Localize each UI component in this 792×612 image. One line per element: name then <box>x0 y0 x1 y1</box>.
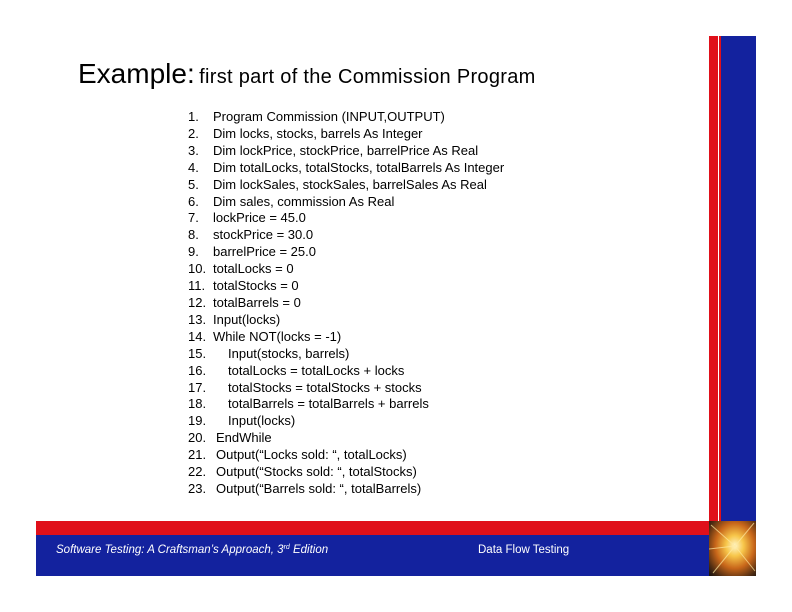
line-number: 7. <box>188 210 199 226</box>
footer-red-stripe <box>36 521 710 535</box>
line-number: 8. <box>188 227 199 243</box>
line-number: 6. <box>188 193 199 209</box>
blue-stripe <box>721 36 756 522</box>
line-text: totalBarrels = 0 <box>213 294 301 310</box>
code-line <box>188 126 504 143</box>
line-text: Program Commission (INPUT,OUTPUT) <box>213 109 445 124</box>
divider-line <box>718 36 719 522</box>
line-text: totalLocks = totalLocks + locks <box>228 362 405 378</box>
code-line <box>188 210 504 227</box>
line-text: Dim lockPrice, stockPrice, barrelPrice As Real <box>213 142 479 158</box>
red-edge-stripe <box>709 36 721 522</box>
code-line <box>188 430 504 447</box>
code-line <box>188 160 504 177</box>
code-line <box>188 244 504 261</box>
line-number: 18. <box>188 396 207 412</box>
line-text: Input(stocks, barrels) <box>228 345 350 361</box>
line-number: 17. <box>188 379 207 395</box>
code-line <box>188 227 504 244</box>
code-line <box>188 177 504 194</box>
line-text: stockPrice = 30.0 <box>213 227 314 243</box>
line-text: Dim totalLocks, totalStocks, totalBarrels As Integer <box>213 159 505 175</box>
line-text: totalStocks = totalStocks + stocks <box>228 379 422 395</box>
footer-book-title-main: Software Testing: A Craftsman’s Approach, 3 <box>56 544 284 556</box>
line-text: Dim locks, stocks, barrels As Integer <box>213 125 423 141</box>
code-line <box>188 261 504 278</box>
line-number: 11. <box>188 278 206 294</box>
line-text: lockPrice = 45.0 <box>213 210 306 226</box>
line-text: Dim lockSales, stockSales, barrelSales As Real <box>213 176 487 192</box>
code-line <box>188 143 504 160</box>
line-number: 3. <box>188 142 199 158</box>
footer-decorative-image <box>709 521 756 576</box>
line-number: 9. <box>188 244 199 260</box>
line-text: totalBarrels = totalBarrels + barrels <box>228 396 429 412</box>
line-number: 4. <box>188 159 199 175</box>
line-text: barrelPrice = 25.0 <box>213 244 316 260</box>
code-line <box>188 380 504 397</box>
code-line <box>188 447 504 464</box>
code-line <box>188 481 504 498</box>
line-number: 5. <box>188 176 199 192</box>
line-text: Output(“Barrels sold: “, totalBarrels) <box>216 480 422 496</box>
code-line <box>188 109 504 126</box>
code-line <box>188 396 504 413</box>
code-listing <box>188 109 504 498</box>
line-text: Output(“Locks sold: “, totalLocks) <box>216 447 407 463</box>
line-number: 20. <box>188 430 207 446</box>
code-line <box>188 413 504 430</box>
code-line <box>188 312 504 329</box>
line-number: 14. <box>188 328 207 344</box>
line-text: Input(locks) <box>228 413 296 429</box>
line-number: 2. <box>188 125 199 141</box>
line-number: 23. <box>188 480 207 496</box>
title-rest: first part of the Commission Program <box>199 66 536 88</box>
code-line <box>188 464 504 481</box>
line-text: EndWhile <box>216 430 272 446</box>
line-number: 12. <box>188 294 207 310</box>
line-text: While NOT(locks = -1) <box>213 328 342 344</box>
line-number: 15. <box>188 345 207 361</box>
line-number: 19. <box>188 413 207 429</box>
code-line <box>188 363 504 380</box>
line-text: Input(locks) <box>213 311 281 327</box>
line-text: totalLocks = 0 <box>213 261 294 277</box>
right-decorative-bar <box>709 36 756 522</box>
footer-superscript: rd <box>283 544 290 551</box>
line-number: 21. <box>188 447 207 463</box>
code-line <box>188 329 504 346</box>
code-line <box>188 346 504 363</box>
sunburst-icon <box>709 521 756 576</box>
line-number: 16. <box>188 362 207 378</box>
line-number: 1. <box>188 109 199 124</box>
line-number: 22. <box>188 464 207 480</box>
line-text: Output(“Stocks sold: “, totalStocks) <box>216 464 417 480</box>
line-text: Dim sales, commission As Real <box>213 193 395 209</box>
code-line <box>188 194 504 211</box>
code-line <box>188 295 504 312</box>
code-line <box>188 278 504 295</box>
footer-book-title <box>56 544 328 556</box>
slide-title <box>78 58 536 90</box>
title-main: Example: <box>78 58 195 89</box>
line-number: 13. <box>188 311 207 327</box>
footer-edition: Edition <box>289 544 329 556</box>
footer-chapter-title: Data Flow Testing <box>478 544 570 556</box>
line-number: 10. <box>188 261 207 277</box>
line-text: totalStocks = 0 <box>213 278 299 294</box>
